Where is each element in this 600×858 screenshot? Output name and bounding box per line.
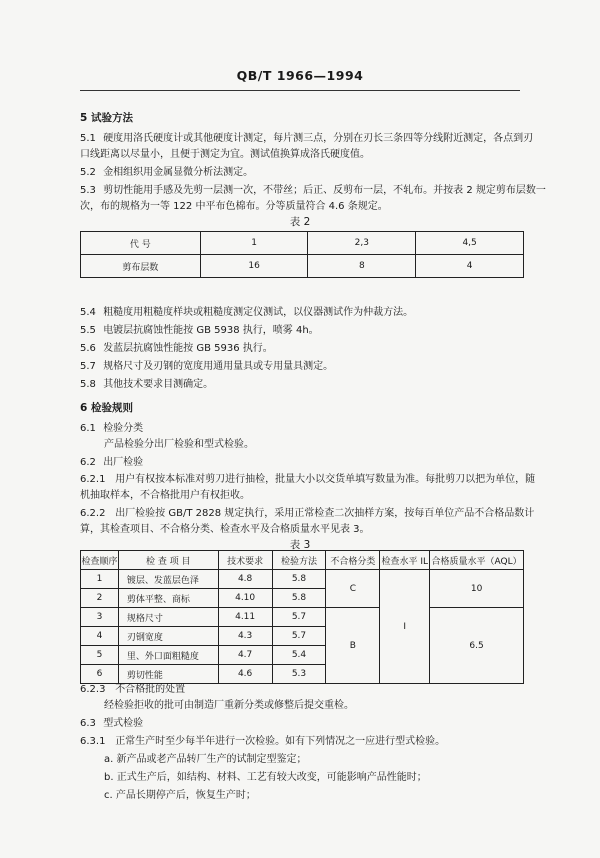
table-cell: 5.7 (272, 627, 326, 646)
table-row (81, 570, 524, 589)
para-text: 剪切性能用手感及先剪一层测一次，不带丝；后正、反剪布一层，不轧布。并按表 2 规定剪布层数一 (103, 185, 546, 196)
table-row (81, 232, 524, 255)
para-title: 出厂检验 (103, 457, 144, 468)
para-6-2-2 (80, 506, 534, 522)
table-row (81, 608, 524, 627)
para-5-4 (80, 305, 413, 321)
para-5-5 (80, 323, 319, 339)
para-number: 6.1 (80, 423, 96, 434)
table-cell: 2 (81, 589, 119, 608)
list-item-a: a. 新产品或老产品转厂生产的试制定型鉴定； (104, 754, 307, 765)
defect-class-b: B (326, 608, 380, 684)
para-text: 电镀层抗腐蚀性能按 GB 5938 执行，喷雾 4h。 (103, 325, 319, 336)
para-number: 5.7 (80, 361, 96, 372)
para-text: 正常生产时至少每半年进行一次检验。如有下列情况之一应进行型式检验。 (115, 736, 446, 747)
para-text: 其他技术要求目测确定。 (103, 379, 214, 390)
table-cell: 1 (81, 570, 119, 589)
para-6-2-1-cont: 机抽取样本，不合格批用户有权拒收。 (80, 490, 250, 501)
column-header: 检 查 项 目 (118, 551, 218, 570)
para-number: 6.2.2 (80, 508, 106, 519)
para-number: 6.3.1 (80, 736, 106, 747)
para-number: 5.3 (80, 185, 96, 196)
para-5-8 (80, 377, 213, 393)
table-cell: 镀层、发蓝层色泽 (118, 570, 218, 589)
para-title: 检验分类 (103, 423, 144, 434)
table-cell: 8 (308, 255, 416, 278)
table-cell: 5.4 (272, 646, 326, 665)
column-header: 检查水平 IL (380, 551, 430, 570)
para-text: 粗糙度用粗糙度样块或粗糙度测定仪测试，以仪器测试作为仲裁方法。 (103, 307, 414, 318)
para-6-2-2-cont: 算，其检查项目、不合格分类、检查水平及合格质量水平见表 3。 (80, 524, 370, 535)
para-5-3-cont: 次，布的规格为一等 122 中平布色棉布。分等质量符合 4.6 条规定。 (80, 201, 388, 212)
para-5-1-cont: 口线距离以尽量小，且便于测定为宜。测试值换算成洛氏硬度值。 (80, 149, 370, 160)
table-cell: 5.8 (272, 589, 326, 608)
para-5-6 (80, 341, 273, 357)
para-number: 6.2.3 (80, 684, 106, 695)
table-cell: 4.11 (218, 608, 272, 627)
table-cell: 4,5 (416, 232, 524, 255)
table-cell: 5.8 (272, 570, 326, 589)
para-6-3 (80, 716, 143, 732)
para-6-3-1 (80, 734, 445, 750)
column-header: 合格质量水平（AQL） (430, 551, 524, 570)
para-6-1 (80, 421, 143, 437)
table-cell: 剪布层数 (81, 255, 201, 278)
para-number: 5.4 (80, 307, 96, 318)
para-5-3 (80, 183, 546, 199)
defect-class-c: C (326, 570, 380, 608)
para-6-2-1 (80, 472, 535, 488)
para-number: 5.5 (80, 325, 96, 336)
table-cell: 4 (416, 255, 524, 278)
para-5-7 (80, 359, 333, 375)
para-number: 5.1 (80, 133, 96, 144)
aql-c: 10 (430, 570, 524, 608)
para-text: 硬度用洛氏硬度计或其他硬度计测定，每片测三点，分别在刃长三条四等分线附近测定，各点到刃 (103, 133, 534, 144)
table-cell: 2,3 (308, 232, 416, 255)
para-number: 5.8 (80, 379, 96, 390)
column-header: 技术要求 (218, 551, 272, 570)
table-row (81, 255, 524, 278)
section-6-title: 6 检验规则 (80, 402, 133, 414)
table-cell: 4.10 (218, 589, 272, 608)
table-cell: 4.7 (218, 646, 272, 665)
section-5-title: 5 试验方法 (80, 112, 133, 124)
table-cell: 剪切性能 (118, 665, 218, 684)
para-number: 6.3 (80, 718, 96, 729)
para-text: 出厂检验按 GB/T 2828 规定执行，采用正常检查二次抽样方案，按每百单位产品不合格品数计 (115, 508, 535, 519)
aql-b: 6.5 (430, 608, 524, 684)
table-3 (80, 550, 524, 684)
para-number: 6.2 (80, 457, 96, 468)
table-header-row (81, 551, 524, 570)
list-item-b: b. 正式生产后，如结构、材料、工艺有较大改变，可能影响产品性能时； (104, 772, 427, 783)
para-6-2-3-text: 经检验拒收的批可由制造厂重新分类或修整后提交重检。 (104, 700, 354, 711)
column-header: 检验方法 (272, 551, 326, 570)
table-cell: 5.7 (272, 608, 326, 627)
column-header: 检查顺序 (81, 551, 119, 570)
para-5-1 (80, 131, 533, 147)
para-6-2 (80, 455, 143, 471)
table-cell: 4.6 (218, 665, 272, 684)
para-text: 金相组织用金属显微分析法测定。 (103, 167, 254, 178)
table-cell: 16 (200, 255, 308, 278)
list-item-c: c. 产品长期停产后，恢复生产时； (104, 790, 256, 801)
table-cell: 4.8 (218, 570, 272, 589)
table-cell: 4 (81, 627, 119, 646)
para-title: 型式检验 (103, 718, 144, 729)
table-2-caption: 表 2 (289, 216, 311, 228)
para-number: 6.2.1 (80, 474, 106, 485)
table-cell: 1 (200, 232, 308, 255)
standard-header: QB/T 1966—1994 (236, 68, 364, 83)
table-cell: 3 (81, 608, 119, 627)
table-3-caption: 表 3 (289, 539, 311, 551)
table-cell: 4.3 (218, 627, 272, 646)
inspection-level: I (380, 570, 430, 684)
table-cell: 5.3 (272, 665, 326, 684)
table-cell: 规格尺寸 (118, 608, 218, 627)
para-6-1-text: 产品检验分出厂检验和型式检验。 (104, 439, 254, 450)
para-5-2 (80, 165, 253, 181)
table-cell: 刃钢宽度 (118, 627, 218, 646)
column-header: 不合格分类 (326, 551, 380, 570)
para-text: 规格尺寸及刃钢的宽度用通用量具或专用量具测定。 (103, 361, 334, 372)
table-cell: 剪体平整、商标 (118, 589, 218, 608)
table-cell: 6 (81, 665, 119, 684)
para-number: 5.6 (80, 343, 96, 354)
para-text: 发蓝层抗腐蚀性能按 GB 5936 执行。 (103, 343, 273, 354)
para-number: 5.2 (80, 167, 96, 178)
table-2 (80, 231, 524, 278)
table-cell: 里、外口面粗糙度 (118, 646, 218, 665)
para-text: 用户有权按本标准对剪刀进行抽检，批量大小以交货单填写数量为准。每批剪刀以把为单位，随 (115, 474, 536, 485)
para-title: 不合格批的处置 (115, 684, 186, 695)
table-cell: 代 号 (81, 232, 201, 255)
header-rule (80, 90, 520, 91)
table-cell: 5 (81, 646, 119, 665)
para-6-2-3 (80, 682, 185, 698)
